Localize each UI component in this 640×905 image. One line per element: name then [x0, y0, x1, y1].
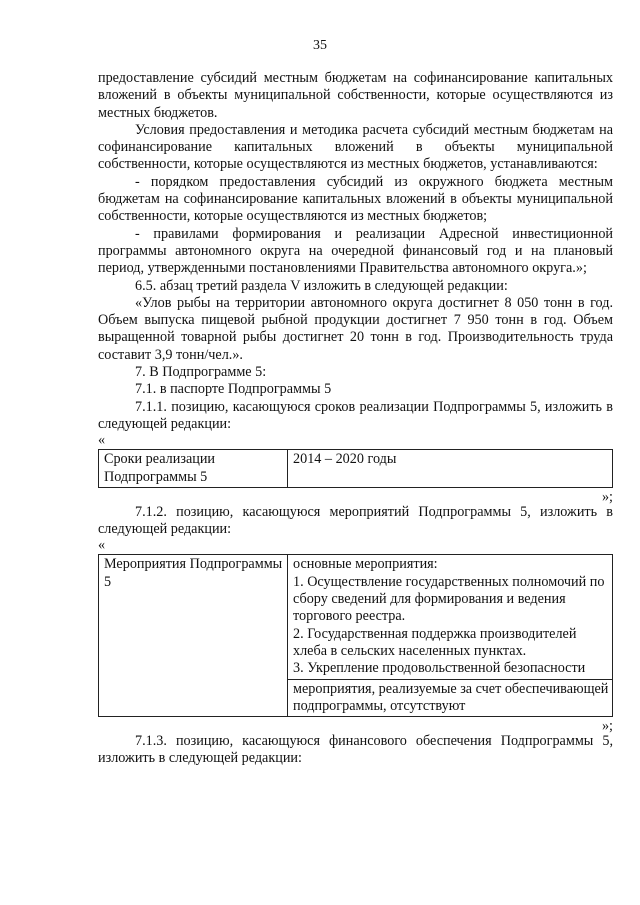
- page-number: 35: [313, 38, 327, 53]
- quoted-paragraph: «Улов рыбы на территории автономного округа достигнет 8 050 тонн в год. Объем выпуска пищевой рыбной продукции достигнет 7 950 тонн в год. Объем выращенной товарной рыбы достигнет 20 тонн в год. Производительность труда составит 3,9 тонн/чел.».: [98, 294, 613, 363]
- table-measures: [98, 554, 613, 717]
- paragraph: 7.1.1. позицию, касающуюся сроков реализации Подпрограммы 5, изложить в следующей редакции:: [98, 398, 613, 432]
- main-measures-block: [288, 555, 612, 678]
- quote-open: «: [98, 537, 106, 554]
- paragraph: 7. В Подпрограмме 5:: [135, 364, 267, 381]
- quote-close: »;: [601, 488, 613, 505]
- table-label-cell: Мероприятия Подпрограммы 5: [99, 555, 288, 717]
- main-measures-header: основные мероприятия:: [293, 556, 438, 573]
- table-value-cell: [288, 555, 613, 717]
- secondary-measures-block: мероприятия, реализуемые за счет обеспечивающей подпрограммы, отсутствуют: [288, 679, 612, 717]
- table-label-cell: Сроки реализации Подпрограммы 5: [99, 450, 288, 488]
- paragraph: 7.1.2. позицию, касающуюся мероприятий Подпрограммы 5, изложить в следующей редакции:: [98, 503, 613, 538]
- paragraph: предоставление субсидий местным бюджетам на софинансирование капитальных вложений в объекты муниципальной собственности, которые осуществляются из местных бюджетов.: [98, 70, 613, 121]
- quote-open: «: [98, 432, 106, 449]
- paragraph: 7.1.3. позицию, касающуюся финансового обеспечения Подпрограммы 5, изложить в следующей редакции:: [98, 733, 613, 767]
- paragraph: - порядком предоставления субсидий из окружного бюджета местным бюджетам на софинансирование капитальных вложений в объекты муниципальной собственности, которые осуществляются из местных бюджетов;: [98, 173, 613, 225]
- table-implementation-period: [98, 449, 613, 488]
- measure-item: 1. Осуществление государственных полномочий по сбору сведений для формирования и ведения торгового реестра.: [293, 573, 605, 625]
- measure-item: 2. Государственная поддержка производителей хлеба в сельских населенных пунктах.: [293, 625, 577, 659]
- paragraph: - правилами формирования и реализации Адресной инвестиционной программы автономного округа на очередной финансовый год и на плановый период, утвержденными постановлениями Правительства автономного округа.»;: [98, 225, 613, 277]
- quote-close: »;: [601, 718, 613, 735]
- table-value-cell: 2014 – 2020 годы: [288, 450, 613, 488]
- paragraph: 6.5. абзац третий раздела V изложить в следующей редакции:: [135, 277, 508, 294]
- paragraph: 7.1. в паспорте Подпрограммы 5: [135, 381, 332, 398]
- measure-item: 3. Укрепление продовольственной безопасности: [293, 660, 586, 677]
- table-row: [99, 450, 613, 488]
- paragraph: Условия предоставления и методика расчета субсидий местным бюджетам на софинансирование капитальных вложений в объекты муниципальной собственности, которые осуществляются из местных бюджетов, устанавливаются:: [98, 121, 613, 173]
- table-row: [99, 555, 613, 717]
- document-body: [98, 70, 613, 768]
